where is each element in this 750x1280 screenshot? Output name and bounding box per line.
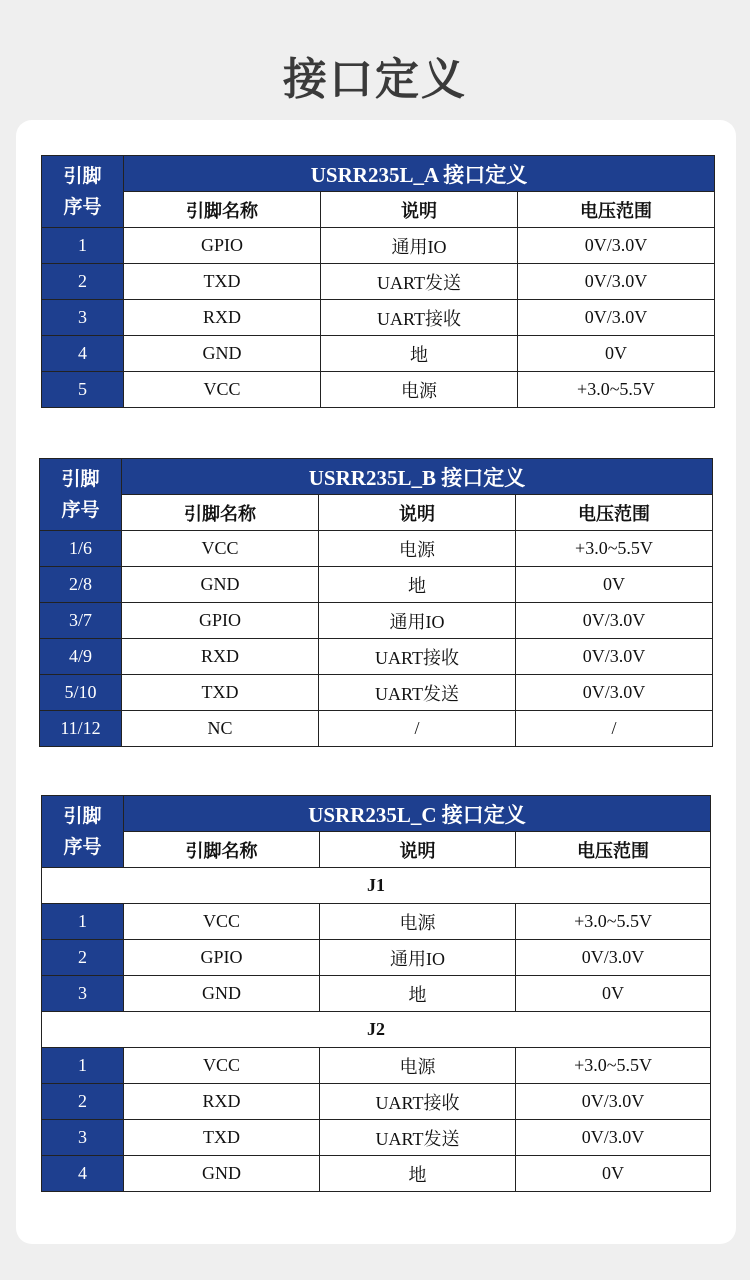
pin-number: 3	[42, 1120, 124, 1156]
pin-voltage: 0V/3.0V	[516, 940, 711, 976]
pin-description: UART接收	[321, 300, 518, 336]
pin-number: 1	[42, 904, 124, 940]
pin-number: 5	[42, 372, 124, 408]
table-row	[42, 1084, 711, 1120]
group-label-j2: J2	[42, 1012, 711, 1048]
table-row	[42, 940, 711, 976]
table-row	[40, 603, 713, 639]
pin-description: UART接收	[320, 1084, 516, 1120]
table-row	[42, 336, 715, 372]
pin-number: 4/9	[40, 639, 122, 675]
pin-description: 电源	[320, 904, 516, 940]
table-title: USRR235L_A 接口定义	[124, 156, 715, 192]
table-row	[42, 904, 711, 940]
pin-name: RXD	[124, 1084, 320, 1120]
pin-name: VCC	[124, 904, 320, 940]
pin-number: 5/10	[40, 675, 122, 711]
corner-label-line1: 引脚	[61, 467, 100, 490]
pin-name: VCC	[124, 1048, 320, 1084]
pin-voltage: +3.0~5.5V	[516, 904, 711, 940]
pin-name: TXD	[124, 264, 321, 300]
pin-number: 3	[42, 300, 124, 336]
pin-voltage: 0V/3.0V	[516, 603, 713, 639]
pin-number: 2	[42, 1084, 124, 1120]
pin-number: 3	[42, 976, 124, 1012]
pin-number-header	[42, 796, 124, 868]
pin-name: GPIO	[124, 228, 321, 264]
pin-voltage: 0V	[518, 336, 715, 372]
pin-description: 电源	[321, 372, 518, 408]
table-row	[42, 1156, 711, 1192]
header-voltage: 电压范围	[516, 832, 711, 868]
pin-description: 地	[320, 1156, 516, 1192]
pin-voltage: +3.0~5.5V	[518, 372, 715, 408]
pin-voltage: 0V/3.0V	[518, 264, 715, 300]
pin-number: 3/7	[40, 603, 122, 639]
table-title: USRR235L_B 接口定义	[122, 459, 713, 495]
pin-description: 通用IO	[321, 228, 518, 264]
header-description: 说明	[320, 832, 516, 868]
table-row	[42, 1048, 711, 1084]
pin-voltage: 0V	[516, 976, 711, 1012]
pin-description: 地	[319, 567, 516, 603]
pin-voltage: 0V	[516, 1156, 711, 1192]
corner-label-line1: 引脚	[63, 164, 102, 187]
pin-voltage: 0V/3.0V	[516, 1120, 711, 1156]
pin-number: 2/8	[40, 567, 122, 603]
pin-name: TXD	[124, 1120, 320, 1156]
pin-description: /	[319, 711, 516, 747]
pin-voltage: 0V/3.0V	[516, 675, 713, 711]
pin-name: GND	[124, 336, 321, 372]
pin-table-a	[41, 155, 715, 408]
pin-description: 电源	[319, 531, 516, 567]
table-row	[40, 531, 713, 567]
pin-name: GND	[122, 567, 319, 603]
corner-label-line2: 序号	[63, 835, 102, 858]
pin-name: VCC	[124, 372, 321, 408]
table-row	[40, 567, 713, 603]
pin-number: 4	[42, 1156, 124, 1192]
pin-description: UART发送	[319, 675, 516, 711]
pin-description: 通用IO	[319, 603, 516, 639]
corner-label-line1: 引脚	[63, 804, 102, 827]
pin-voltage: 0V/3.0V	[516, 639, 713, 675]
pin-description: 地	[320, 976, 516, 1012]
pin-name: GND	[124, 1156, 320, 1192]
header-description: 说明	[319, 495, 516, 531]
pin-description: UART发送	[320, 1120, 516, 1156]
pin-number: 4	[42, 336, 124, 372]
header-description: 说明	[321, 192, 518, 228]
page-title: 接口定义	[283, 54, 467, 105]
pin-name: GPIO	[122, 603, 319, 639]
pin-table-b	[39, 458, 713, 747]
table-row	[42, 264, 715, 300]
table-row	[42, 372, 715, 408]
header-voltage: 电压范围	[518, 192, 715, 228]
pin-name: TXD	[122, 675, 319, 711]
pin-number: 1/6	[40, 531, 122, 567]
pin-number: 2	[42, 940, 124, 976]
pin-number-header	[42, 156, 124, 228]
pin-voltage: 0V/3.0V	[518, 300, 715, 336]
header-pin-name: 引脚名称	[124, 192, 321, 228]
header-pin-name: 引脚名称	[122, 495, 319, 531]
table-row	[40, 711, 713, 747]
pin-description: UART接收	[319, 639, 516, 675]
table-row	[42, 300, 715, 336]
group-label-j1: J1	[42, 868, 711, 904]
pin-number: 1	[42, 1048, 124, 1084]
pin-name: NC	[122, 711, 319, 747]
pin-table-c	[41, 795, 711, 1192]
content-card	[16, 120, 736, 1244]
pin-number-header	[40, 459, 122, 531]
pin-voltage: +3.0~5.5V	[516, 531, 713, 567]
header-voltage: 电压范围	[516, 495, 713, 531]
pin-description: 地	[321, 336, 518, 372]
pin-name: GPIO	[124, 940, 320, 976]
table-row	[42, 1120, 711, 1156]
pin-voltage: 0V/3.0V	[516, 1084, 711, 1120]
pin-name: RXD	[122, 639, 319, 675]
pin-voltage: 0V/3.0V	[518, 228, 715, 264]
table-title: USRR235L_C 接口定义	[124, 796, 711, 832]
pin-number: 1	[42, 228, 124, 264]
table-row	[40, 675, 713, 711]
header-pin-name: 引脚名称	[124, 832, 320, 868]
pin-description: 通用IO	[320, 940, 516, 976]
pin-number: 2	[42, 264, 124, 300]
corner-label-line2: 序号	[63, 195, 102, 218]
pin-description: 电源	[320, 1048, 516, 1084]
table-row	[42, 976, 711, 1012]
table-row	[42, 228, 715, 264]
pin-description: UART发送	[321, 264, 518, 300]
pin-name: GND	[124, 976, 320, 1012]
table-row	[40, 639, 713, 675]
pin-number: 11/12	[40, 711, 122, 747]
pin-voltage: /	[516, 711, 713, 747]
pin-name: RXD	[124, 300, 321, 336]
pin-name: VCC	[122, 531, 319, 567]
pin-voltage: +3.0~5.5V	[516, 1048, 711, 1084]
pin-voltage: 0V	[516, 567, 713, 603]
corner-label-line2: 序号	[61, 498, 100, 521]
